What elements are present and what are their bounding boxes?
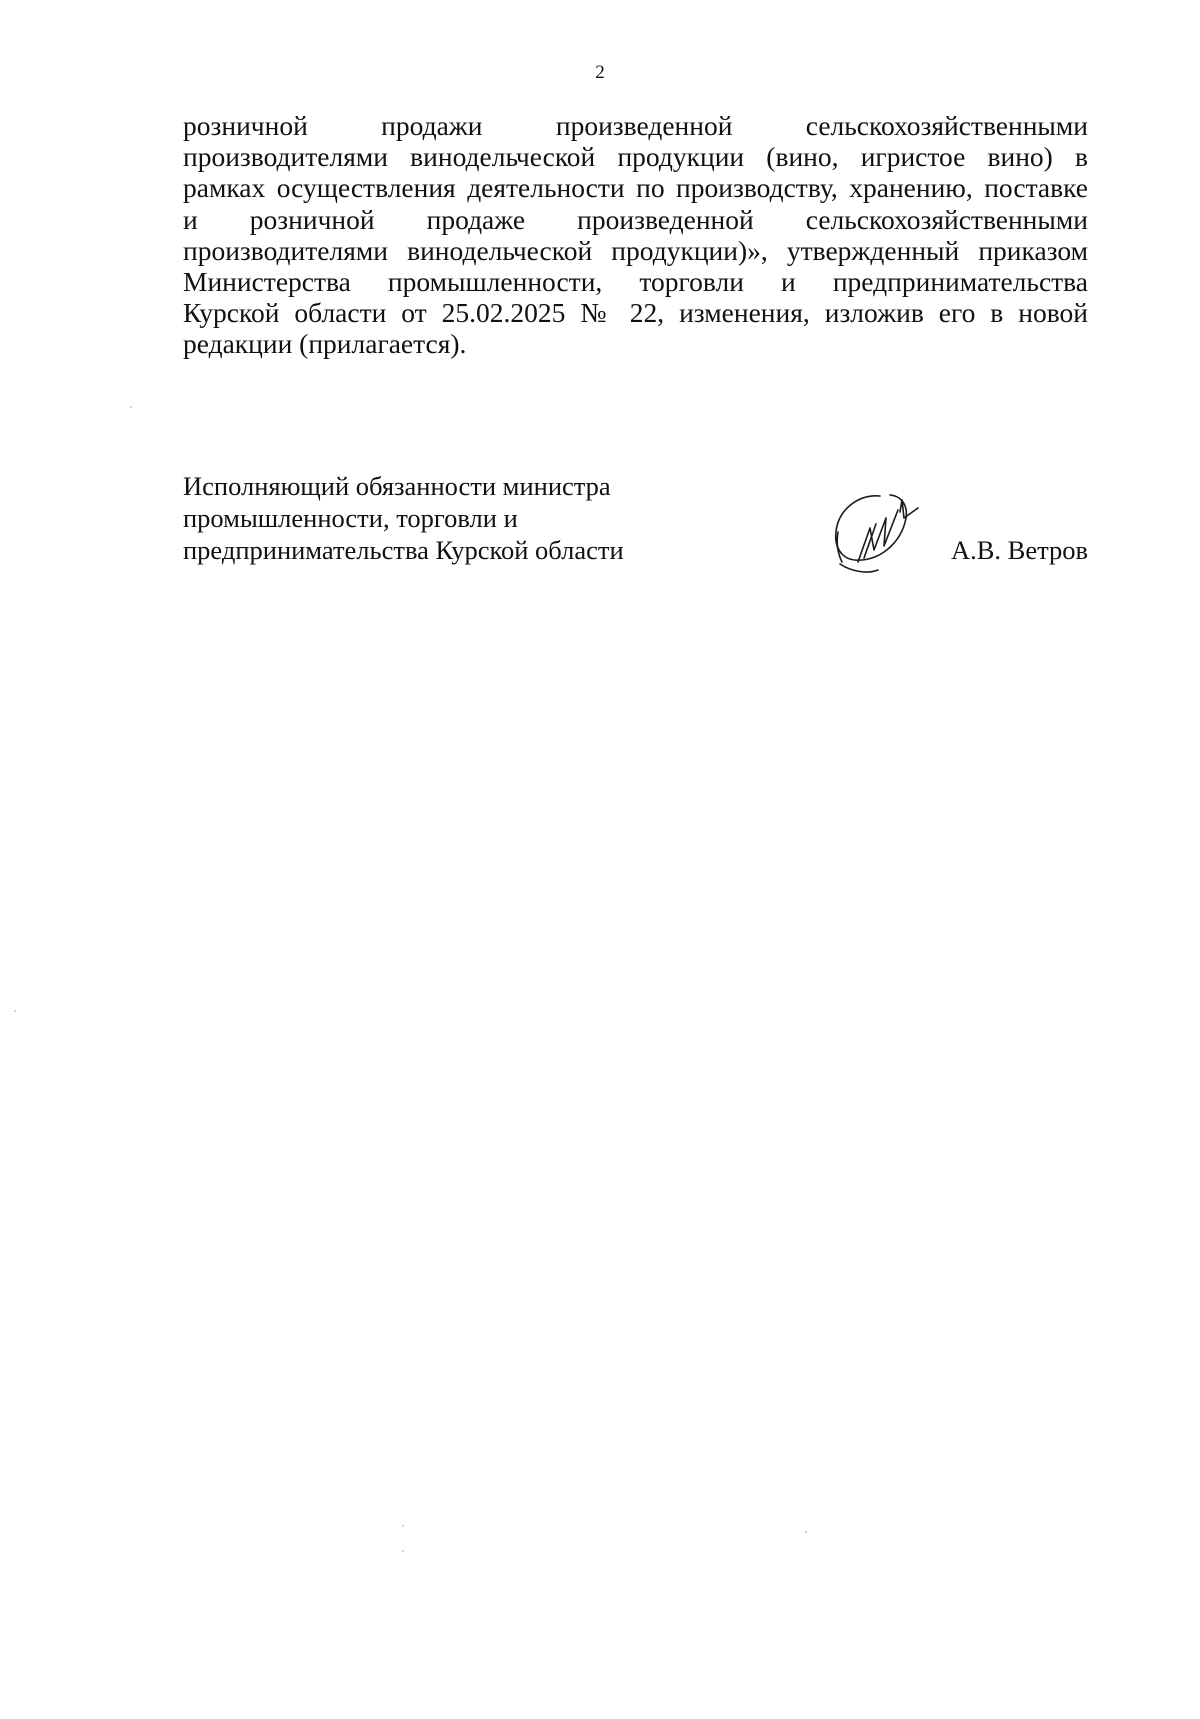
signatory-title-line-3: предпринимательства Курской области <box>183 535 624 565</box>
body-line-6: Министерства промышленности, торговли и предпринимательства <box>183 265 1088 297</box>
scan-speck <box>130 406 132 408</box>
signatory-name: А.В. Ветров <box>950 535 1088 565</box>
scan-speck <box>402 1550 404 1552</box>
scan-speck <box>805 1531 807 1533</box>
body-line-2: производителями винодельческой продукции (вино, игристое вино) в <box>183 141 1088 173</box>
body-line-4: и розничной продаже произведенной сельскохозяйственными <box>183 203 1088 235</box>
body-line-3: рамках осуществления деятельности по производству, хранению, поставке <box>183 172 1088 204</box>
signatory-title <box>183 470 703 566</box>
signature-block <box>183 470 1088 580</box>
signatory-title-line-1: Исполняющий обязанности министра <box>183 471 611 501</box>
body-line-5: производителями винодельческой продукции)», утвержденный приказом <box>183 234 1088 266</box>
scan-speck <box>402 1525 404 1527</box>
scan-speck <box>14 1010 16 1012</box>
body-paragraph <box>183 110 1088 360</box>
body-line-7: Курской области от 25.02.2025 № 22, изменения, изложив его в новой <box>183 297 1088 329</box>
page-number: 2 <box>595 62 605 83</box>
body-line-1: розничной продажи произведенной сельскохозяйственными <box>183 110 1088 141</box>
body-line-8: редакции (прилагается). <box>183 328 467 360</box>
handwritten-signature <box>828 488 938 584</box>
signatory-title-line-2: промышленности, торговли и <box>183 503 518 533</box>
